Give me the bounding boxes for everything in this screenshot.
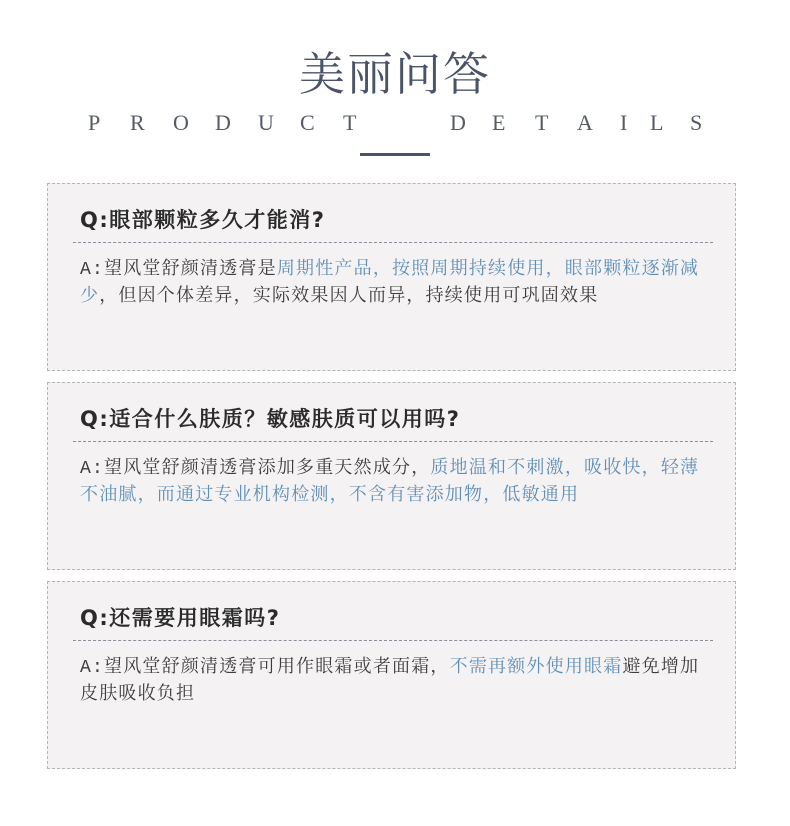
page-title: 美丽问答: [299, 47, 491, 101]
title-underline: [360, 153, 430, 156]
answer-plain: 望风堂舒颜清透膏是: [104, 258, 277, 279]
subtitle-letter: P: [88, 110, 101, 135]
subtitle-letter: L: [650, 110, 664, 135]
subtitle-letter: D: [450, 110, 466, 135]
subtitle-letter: D: [215, 110, 231, 135]
subtitle-letter: R: [130, 110, 145, 135]
answer-prefix: A:: [80, 459, 105, 479]
question-text: Q:眼部颗粒多久才能消?: [80, 208, 326, 232]
subtitle-letter: E: [492, 110, 506, 135]
answer-text: [80, 256, 713, 309]
answer-text: [80, 654, 713, 707]
subtitle-letter: I: [620, 110, 628, 135]
subtitle-letter: A: [577, 110, 593, 135]
answer-highlight: 周期性产品，按照周期持续使用，眼部颗粒逐渐减少: [80, 258, 700, 306]
subtitle-letter: T: [343, 110, 357, 135]
qa-card: [47, 183, 736, 371]
answer-highlight: 不需再额外使用眼霜: [449, 656, 623, 677]
subtitle-letter: S: [690, 110, 703, 135]
subtitle-letter: C: [300, 110, 315, 135]
qa-card: [47, 581, 736, 769]
question-divider: [73, 640, 713, 641]
subtitle-letter: T: [535, 110, 549, 135]
answer-prefix: A:: [80, 658, 105, 678]
question-divider: [73, 441, 713, 442]
answer-prefix: A:: [80, 260, 105, 280]
answer-text: [80, 455, 713, 508]
subtitle-letter: U: [258, 110, 274, 135]
qa-card: [47, 382, 736, 570]
answer-plain: ，但因个体差异，实际效果因人而异，持续使用可巩固效果: [99, 285, 599, 306]
question-divider: [73, 242, 713, 243]
answer-plain: 避免增加皮肤吸收负担: [80, 656, 700, 704]
page-subtitle: [0, 110, 790, 140]
question-text: Q:还需要用眼霜吗?: [80, 606, 281, 630]
subtitle-letter: O: [173, 110, 189, 135]
question-text: Q:适合什么肤质？敏感肤质可以用吗?: [80, 407, 461, 431]
answer-plain: 望风堂舒颜清透膏可用作眼霜或者面霜，: [104, 656, 450, 677]
answer-highlight: 质地温和不刺激，吸收快，轻薄不油腻，而通过专业机构检测，不含有害添加物，低敏通用: [80, 457, 700, 505]
answer-plain: 望风堂舒颜清透膏添加多重天然成分，: [104, 457, 431, 478]
page-header: [0, 0, 790, 170]
